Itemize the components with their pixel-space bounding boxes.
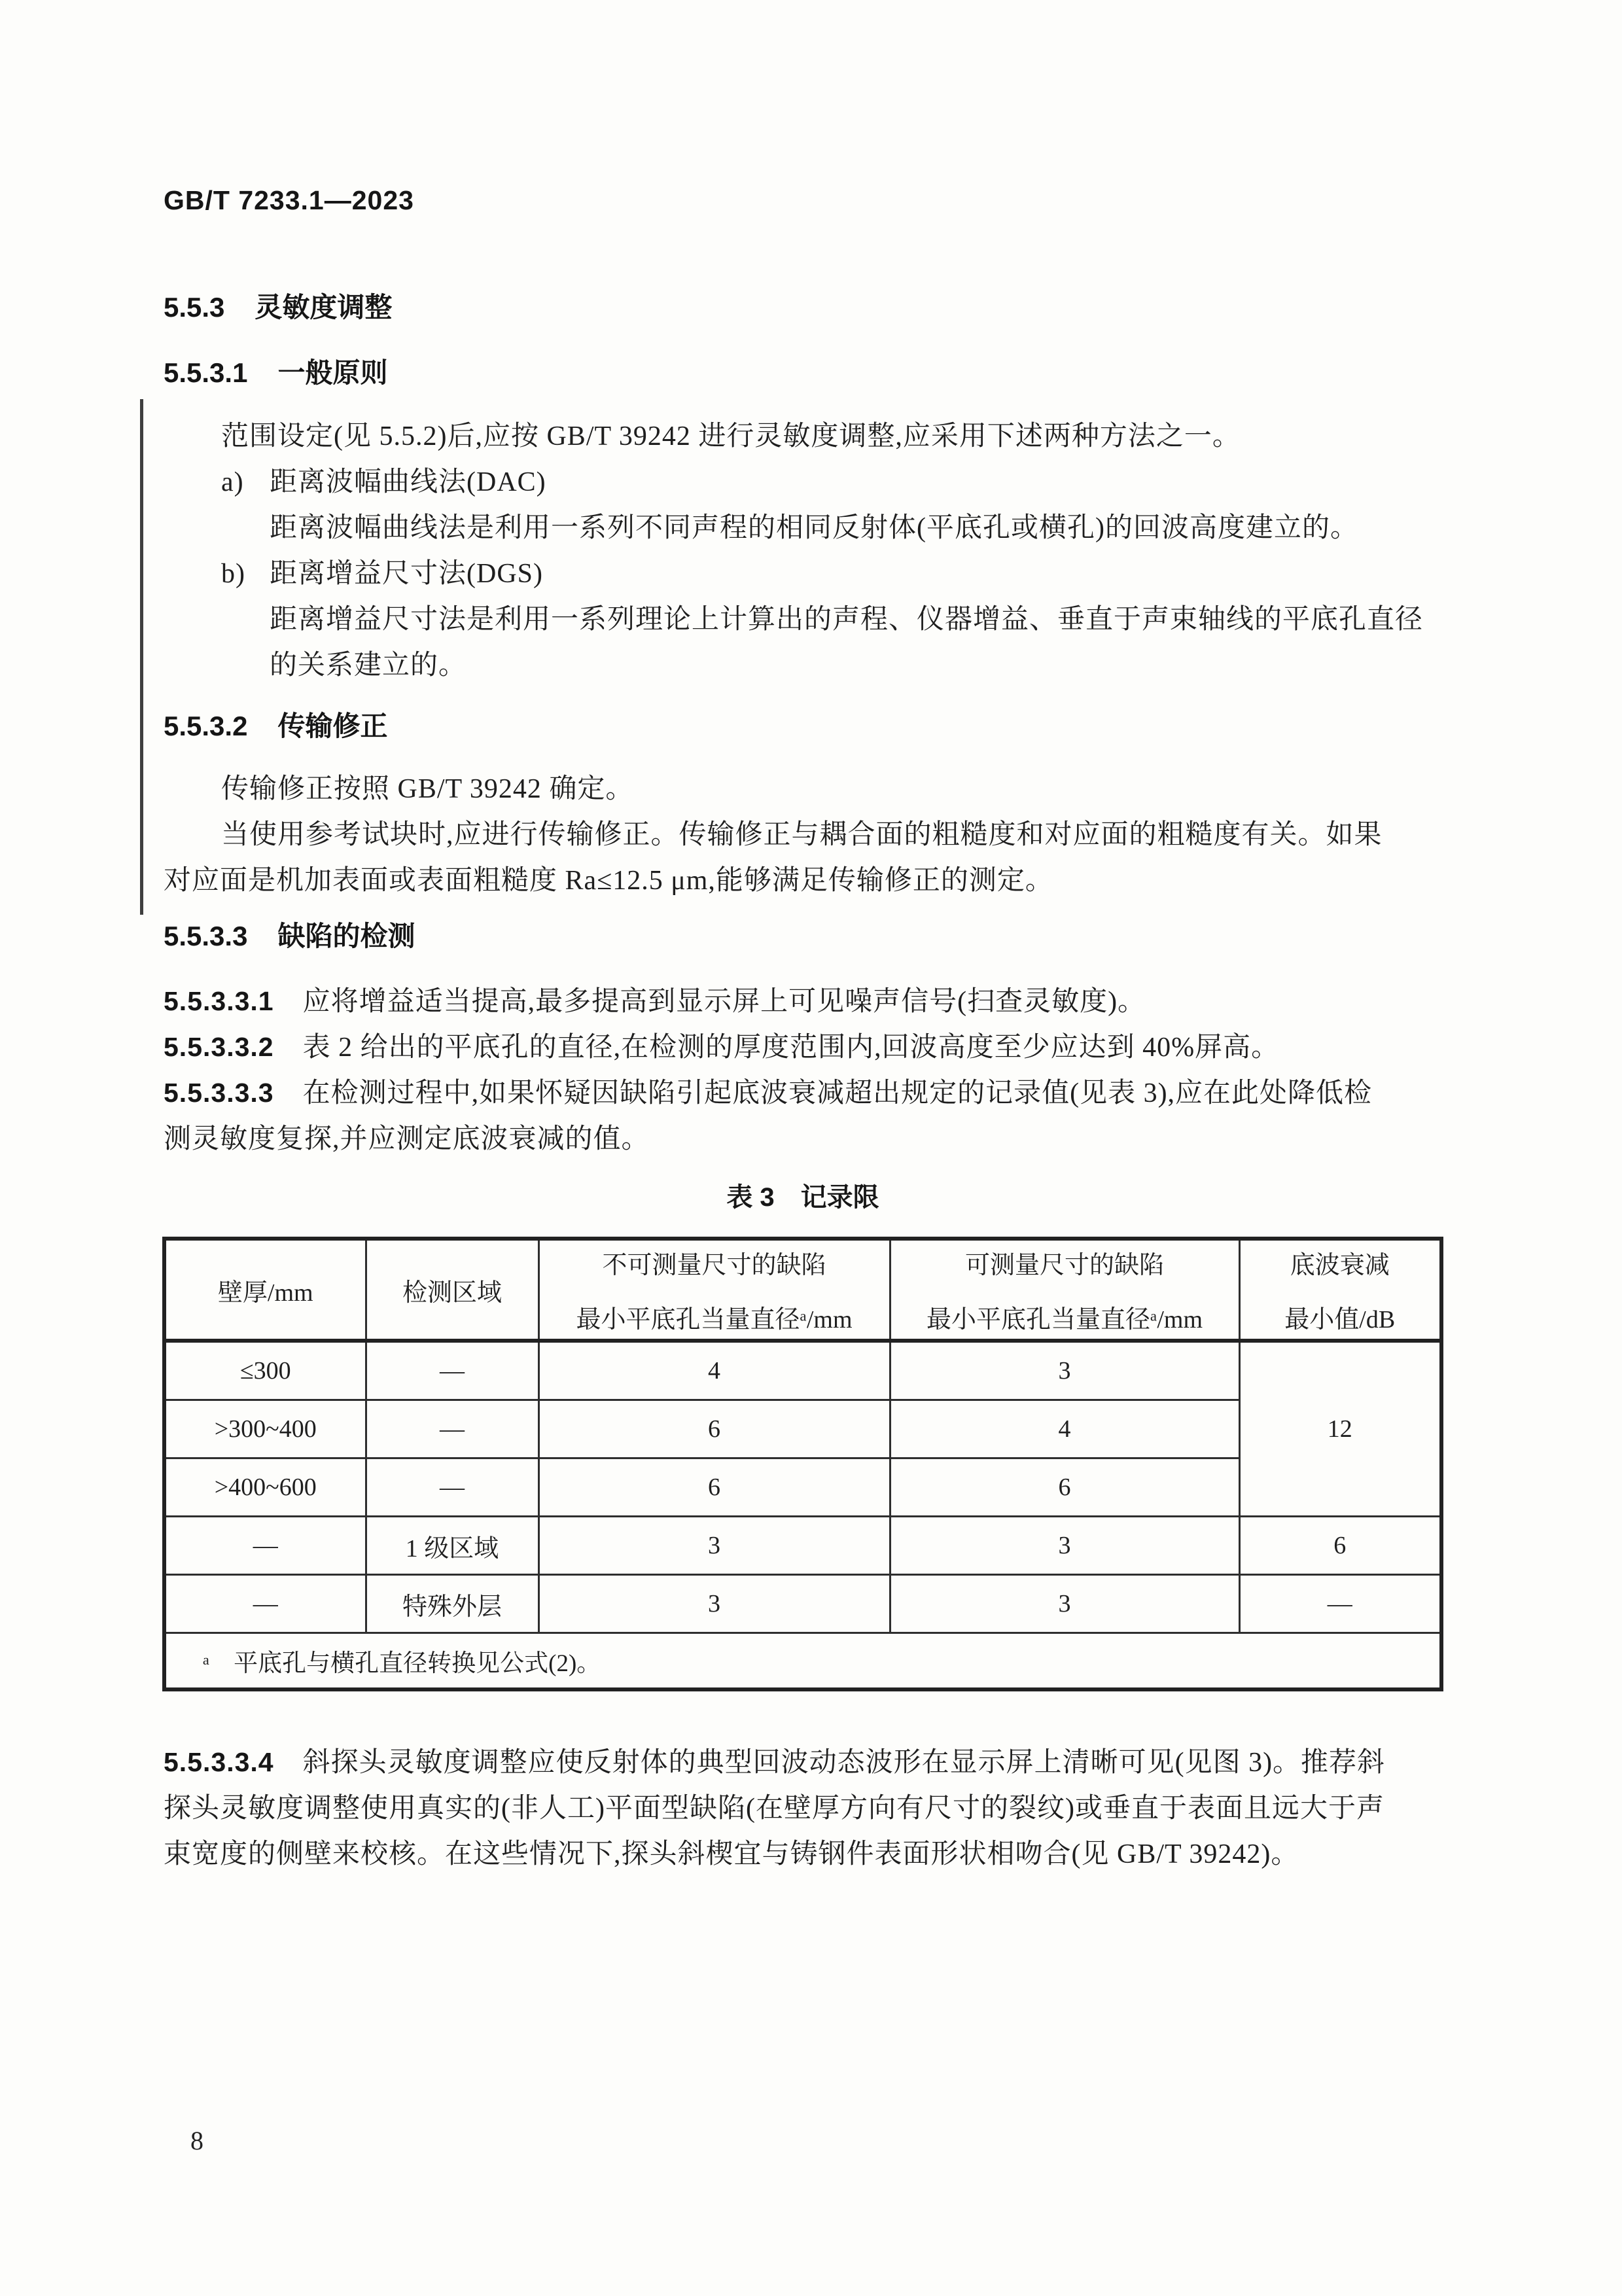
cell-attenuation-merged: 12 [1239,1341,1441,1517]
cell-measurable: 3 [890,1517,1239,1575]
col-header-attenuation [1239,1239,1441,1341]
cell-unmeasurable: 3 [538,1575,890,1633]
table-header-row [164,1239,1441,1341]
list-item-b-description-line2: 的关系建立的。 [270,650,467,680]
clause-number: 5.5.3.3.1 [164,986,274,1016]
header-line: 最小值/dB [1284,1306,1396,1333]
list-item-b [221,552,543,591]
header-line: 底波衰减 [1290,1252,1390,1279]
clause-5-5-3-3-4-line3: 束宽度的侧壁来校核。在这些情况下,探头斜楔宜与铸钢件表面形状相吻合(见 GB/T 39242)。 [164,1839,1299,1869]
table-row [164,1575,1441,1633]
col-header-zone: 检测区域 [366,1239,538,1341]
clause-text: 应将增益适当提高,最多提高到显示屏上可见噪声信号(扫查灵敏度)。 [302,987,1146,1017]
cell-unmeasurable: 4 [538,1341,890,1400]
heading-number: 5.5.3 [164,292,225,323]
clause-5-5-3-3-3 [164,1071,1372,1110]
cell-thickness: ≤300 [164,1341,366,1400]
cell-thickness: >300~400 [164,1400,366,1458]
doc-number: GB/T 7233.1—2023 [164,185,414,215]
header-line: 最小平底孔当量直径ᵃ/mm [926,1306,1203,1333]
heading-number: 5.5.3.1 [164,357,248,388]
heading-5-5-3-3 [164,915,415,954]
clause-text: 在检测过程中,如果怀疑因缺陷引起底波衰减超出规定的记录值(见表 3),应在此处降低检 [302,1078,1373,1108]
list-item-b-description-line1: 距离增益尺寸法是利用一系列理论上计算出的声程、仪器增益、垂直于声束轴线的平底孔直径 [270,605,1424,635]
cell-thickness: >400~600 [164,1458,366,1517]
heading-5-5-3 [164,286,392,325]
table-footnote-row [164,1633,1441,1690]
clause-5-5-3-3-3-line2: 测灵敏度复探,并应测定底波衰减的值。 [164,1124,650,1154]
cell-unmeasurable: 6 [538,1400,890,1458]
cell-measurable: 4 [890,1400,1239,1458]
clause-number: 5.5.3.3.2 [164,1032,274,1062]
heading-title: 传输修正 [277,711,388,741]
paragraph-sensitivity-intro: 范围设定(见 5.5.2)后,应按 GB/T 39242 进行灵敏度调整,应采用下述两种方法之一。 [221,421,1241,451]
cell-zone: 特殊外层 [366,1575,538,1633]
heading-title: 一般原则 [277,357,388,388]
heading-number: 5.5.3.3 [164,921,248,951]
col-header-thickness: 壁厚/mm [164,1239,366,1341]
cell-measurable: 3 [890,1341,1239,1400]
list-item-a-description: 距离波幅曲线法是利用一系列不同声程的相同反射体(平底孔或横孔)的回波高度建立的。 [270,513,1358,543]
clause-number: 5.5.3.3.3 [164,1078,274,1108]
cell-zone: — [366,1341,538,1400]
table-row [164,1517,1441,1575]
cell-measurable: 3 [890,1575,1239,1633]
list-item-label: a) [221,467,244,497]
clause-text: 表 2 给出的平底孔的直径,在检测的厚度范围内,回波高度至少应达到 40%屏高。 [302,1033,1280,1063]
heading-number: 5.5.3.2 [164,711,248,741]
header-line: 最小平底孔当量直径ᵃ/mm [576,1306,853,1333]
list-item-title: 距离增益尺寸法(DGS) [270,559,543,589]
cell-unmeasurable: 6 [538,1458,890,1517]
clause-5-5-3-3-4-line2: 探头灵敏度调整使用真实的(非人工)平面型缺陷(在壁厚方向有尺寸的裂纹)或垂直于表面且远大于声 [164,1793,1384,1824]
table-caption: 表 3 记录限 [726,1183,879,1212]
cell-attenuation: — [1239,1575,1441,1633]
paragraph-transmission-1: 传输修正按照 GB/T 39242 确定。 [221,774,634,804]
list-item-a [221,460,546,499]
clause-text: 斜探头灵敏度调整应使反射体的典型回波动态波形在显示屏上清晰可见(见图 3)。推荐斜 [302,1748,1386,1778]
clause-5-5-3-3-4 [164,1740,1385,1780]
revision-change-bar [140,399,143,915]
header-line: 不可测量尺寸的缺陷 [602,1252,826,1279]
cell-attenuation: 6 [1239,1517,1441,1575]
list-item-title: 距离波幅曲线法(DAC) [270,467,546,497]
heading-5-5-3-2 [164,705,387,744]
col-header-unmeasurable [538,1239,890,1341]
cell-zone: 1 级区域 [366,1517,538,1575]
clause-5-5-3-3-2 [164,1025,1279,1065]
cell-zone: — [366,1400,538,1458]
paragraph-transmission-2-line2: 对应面是机加表面或表面粗糙度 Ra≤12.5 μm,能够满足传输修正的测定。 [164,866,1053,896]
clause-number: 5.5.3.3.4 [164,1747,274,1777]
table-3-record-limits [162,1237,1443,1691]
heading-title: 缺陷的检测 [277,921,415,951]
header-line: 可测量尺寸的缺陷 [964,1252,1164,1279]
heading-title: 灵敏度调整 [255,292,393,323]
cell-measurable: 6 [890,1458,1239,1517]
cell-thickness: — [164,1517,366,1575]
cell-thickness: — [164,1575,366,1633]
cell-zone: — [366,1458,538,1517]
clause-5-5-3-3-1 [164,980,1146,1019]
paragraph-transmission-2-line1: 当使用参考试块时,应进行传输修正。传输修正与耦合面的粗糙度和对应面的粗糙度有关。如果 [221,820,1383,850]
page-number: 8 [190,2126,203,2155]
col-header-measurable [890,1239,1239,1341]
table-row [164,1341,1441,1400]
heading-5-5-3-1 [164,351,387,391]
list-item-label: b) [221,559,245,589]
cell-unmeasurable: 3 [538,1517,890,1575]
table-footnote: ᵃ 平底孔与横孔直径转换见公式(2)。 [164,1633,1441,1690]
